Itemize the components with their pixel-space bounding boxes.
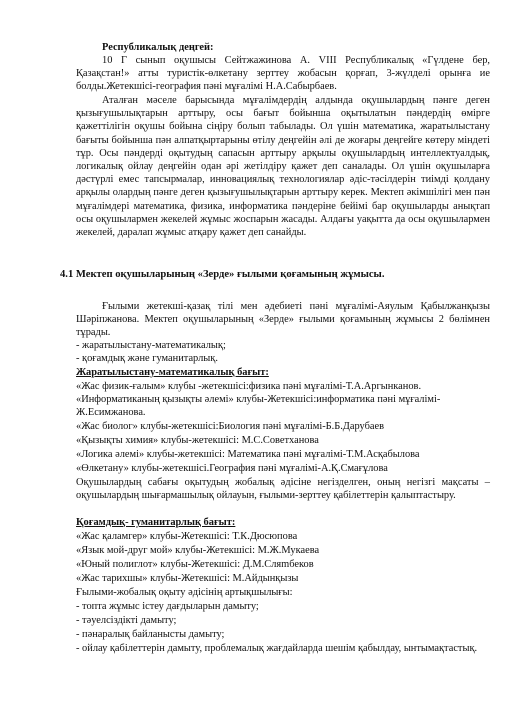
club-item: Ж.Есимжанова. bbox=[76, 407, 146, 418]
club-item: «Информатиканың қызықты әлемі» клубы-Жетекшісі:информатика пәні мұғалімі- bbox=[76, 394, 441, 405]
section-part-2: - қоғамдық және гуманитарлық. bbox=[76, 353, 218, 364]
advantage-item: - топта жұмыс істеу дағдыларын дамыту; bbox=[76, 601, 259, 612]
club-item: «Өлкетану» клубы-жетекшісі.География пәні мұғалімі-А.Қ.Смағұлова bbox=[76, 463, 388, 474]
club-item: «Язык мой-друг мой» клубы-Жетекшісі: М.Ж.Мукаева bbox=[76, 545, 320, 556]
section-intro: Ғылыми жетекші-қазақ тілі мен әдебиеті пәні мұғалімі-Аяулым Қабылжанқызы Шәріпжанова. Мектеп оқушыларының «Зерде» ғылыми қоғамының жұмысы 2 бөлімнен тұрады. bbox=[76, 301, 490, 339]
club-item: «Қызықты химия» клубы-жетекшісі: М.С.Советханова bbox=[76, 435, 319, 446]
republic-paragraph-1: 10 Г сынып оқушысы Сейтжажинова А. VIII Республикалық «Гүлдене бер, Қазақстан!» атты туристік-өлкетану зерттеу жобасын қорғап, 3-жүлделі орынға ие болды.Жетекшісі-география пәні мұғалімі Н.А.Сабырбаев. bbox=[76, 55, 490, 93]
natural-paragraph: Оқушылардың сабағы оқытудың жобалық әдісіне негізделген, оның негізгі мақсаты – оқушылардың шығармашылық ойлауын, ғылыми-зерттеу қабілеттерін қалыптастыру. bbox=[76, 477, 490, 502]
club-item: «Юный полиглот» клубы-Жетекшісі: Д.М.Сляmбеков bbox=[76, 559, 314, 570]
club-item: «Жас тарихшы» клубы-Жетекшісі: М.Айдынқызы bbox=[76, 573, 299, 584]
republic-paragraph-2: Аталған мәселе барысында мұғалімдердің алдында оқушылардың пәнге деген қызығушылықтарын арттыру, осы бағыт бойынша оқытылатын пәндердің өміргe қажеттілігін оқушы бойына сіңіру болып табылады. Ол үшін математика, жаратылыстану бағыты бойынша пән алпатқыртарыны өтілу деңгейін әлі де жоғары деңгейге көтеру міндеті тұр. Осы пәндерді оқытудың сапасын арттыру арқылы оқушылардың интеллектуалдық, логикалық ойлау деңгейін одан әрі жетілдіру қажет деп саналады. Ол үшін оқушыларға дәстүрлі емес тапсырмалар, инновациялық технологиялар әдіс-тәсілдерін тиімді қолдану арқылы олардың пәнге деген қызығушылықтарын арттыру керек. Мектеп әкімшілігі мен пән мұғалімдері математика, физика, информатика пәндеріне бейімі бар оқушыларды анықтап осы оқушылармен жекелей жұмыс жоспарын жасады. Алдағы уақытта да осы оқушылармен жекелей, даралап жұмыс атқару қажет деп санайды. bbox=[76, 95, 490, 239]
club-item: «Жас биолог» клубы-жетекшісі:Биология пәні мұғалімі-Б.Б.Дарубаев bbox=[76, 421, 385, 432]
advantages-heading: Ғылыми-жобалық оқыту әдісінің артықшылығы: bbox=[76, 587, 293, 598]
club-item: «Жас қаламгер» клубы-Жетекшісі: Т.К.Дюсюпова bbox=[76, 531, 298, 542]
advantage-item: - ойлау қабілеттерін дамыту, проблемалық жағдайларда шешім қабылдау, ынтымақтастық. bbox=[76, 643, 478, 654]
natural-heading: Жаратылыстану-математикалық бағыт: bbox=[76, 367, 269, 378]
section-part-1: - жаратылыстану-математикалық; bbox=[76, 340, 226, 351]
humanities-heading: Қоғамдық- гуманитарлық бағыт: bbox=[76, 517, 236, 528]
section-title: 4.1 Мектеп оқушыларының «Зерде» ғылыми қоғамының жұмысы. bbox=[60, 269, 385, 280]
club-item: «Жас физик-ғалым» клубы -жетекшісі:физика пәні мұғалімі-Т.А.Аргынканов. bbox=[76, 381, 422, 392]
republic-heading: Республикалық деңгей: bbox=[102, 42, 214, 53]
advantage-item: - пәнаралық байланысты дамыту; bbox=[76, 629, 225, 640]
advantage-item: - тәуелсіздікті дамыту; bbox=[76, 615, 177, 626]
club-item: «Логика әлемі» клубы-жетекшісі: Математика пәні мұғалімі-Т.М.Асқабылова bbox=[76, 449, 420, 460]
